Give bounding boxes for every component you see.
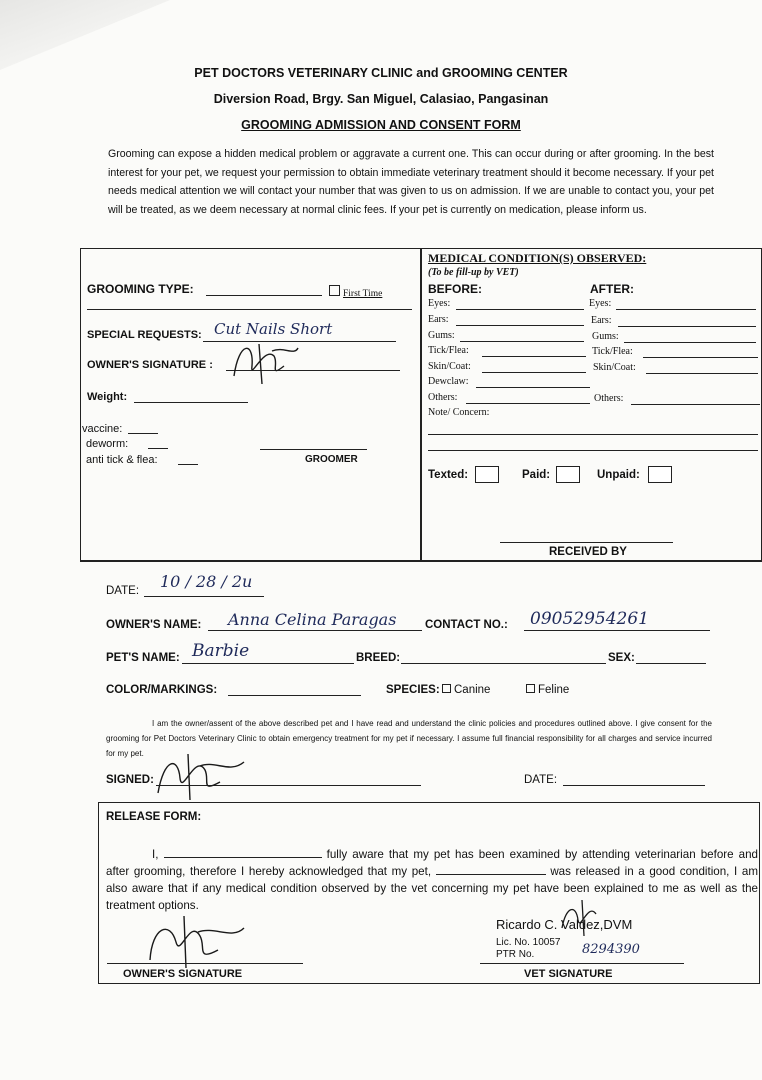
consent-text: I am the owner/assent of the above described pet and I have read and understand the clinic policies and procedures outlined above. I give consent for the grooming for Pet Doctors Veterinary Clinic to obtain emergency treatment for my pet if necessary. I assume full financial responsibility for all charges and service incurred for my pet. — [106, 719, 712, 758]
form-title: GROOMING ADMISSION AND CONSENT FORM — [241, 118, 521, 132]
date-value: 10 / 28 / 2u — [160, 572, 253, 591]
color-field[interactable] — [228, 695, 361, 696]
ptr-value: 8294390 — [582, 942, 640, 957]
medical-title: MEDICAL CONDITION(S) OBSERVED: — [428, 251, 647, 265]
signed-label: SIGNED: — [106, 774, 154, 786]
before-tick-flea: Tick/Flea: — [428, 345, 469, 356]
contact-label: CONTACT NO.: — [425, 619, 508, 631]
before-gums: Gums: — [428, 330, 455, 341]
vet-signature-caption: VET SIGNATURE — [524, 968, 613, 980]
vaccine-label: vaccine: — [82, 423, 123, 435]
medical-note: (To be fill-up by VET) — [428, 267, 519, 278]
breed-label: BREED: — [356, 652, 401, 664]
paid-label: Paid: — [522, 469, 551, 481]
owner-signature-line[interactable] — [107, 963, 303, 964]
first-time-checkbox[interactable]: First Time — [329, 285, 382, 299]
special-requests-label: SPECIAL REQUESTS: — [87, 329, 202, 341]
grooming-type-label: GROOMING TYPE: — [87, 282, 194, 296]
received-by-line[interactable] — [500, 542, 673, 543]
after-skin-coat: Skin/Coat: — [593, 362, 636, 373]
contact-field[interactable] — [524, 630, 710, 631]
received-by-label: RECEIVED BY — [549, 546, 627, 558]
owner-name-field[interactable] — [208, 630, 422, 631]
intro-paragraph: Grooming can expose a hidden medical problem or aggravate a current one. This can occur during or after grooming. In the best interest for your pet, we request your permission to obtain immediate veterinary treatment should it become necessary. If your pet needs medical attention we will contact your number that was given to us on admission. If we are unable to contact you, your pet will be treated, as we deem necessary at normal clinic fees. If your pet is currently on medication, please inform us. — [108, 148, 714, 216]
release-title: RELEASE FORM: — [106, 811, 202, 823]
pet-name-label: PET'S NAME: — [106, 652, 180, 664]
vet-license: Lic. No. 10057 — [496, 937, 561, 948]
unpaid-label: Unpaid: — [597, 469, 640, 481]
sex-label: SEX: — [608, 652, 635, 664]
owner-signature-label: OWNER'S SIGNATURE : — [87, 359, 213, 371]
dewclaw-label: Dewclaw: — [428, 376, 469, 387]
clinic-address: Diversion Road, Brgy. San Miguel, Calasiao, Pangasinan — [213, 92, 549, 106]
pet-name-value: Barbie — [192, 641, 250, 661]
weight-label: Weight: — [87, 391, 128, 403]
owner-name-value: Anna Celina Paragas — [228, 610, 397, 629]
breed-field[interactable] — [401, 663, 606, 664]
deworm-label: deworm: — [86, 438, 129, 450]
vet-name: Ricardo C. Valdez,DVM — [496, 917, 633, 932]
clinic-name: PET DOCTORS VETERINARY CLINIC and GROOMING CENTER — [194, 66, 568, 80]
owner-name-label: OWNER'S NAME: — [106, 619, 202, 631]
special-requests-value: Cut Nails Short — [214, 320, 333, 338]
vet-signature-scribble — [556, 898, 606, 938]
groomer-line[interactable] — [260, 449, 367, 450]
color-label: COLOR/MARKINGS: — [106, 684, 218, 696]
after-others: Others: — [594, 393, 624, 404]
pet-name-field[interactable] — [182, 663, 354, 664]
release-paragraph: I, fully aware that my pet has been examined by attending veterinarian before and after grooming, therefore I hereby acknowledged that my pet, was released in a good condition, I am also aware that if any medical condition observed by the vet concerning my pet have been explained to me as well as the treatment options. — [106, 848, 758, 912]
before-eyes: Eyes: — [428, 298, 451, 309]
signature-scribble-1 — [224, 336, 304, 386]
texted-checkbox[interactable] — [475, 466, 499, 483]
feline-option[interactable]: Feline — [526, 684, 569, 696]
before-ears: Ears: — [428, 314, 449, 325]
signature-scribble-3 — [140, 912, 250, 970]
owner-signature-caption: OWNER'S SIGNATURE — [123, 968, 243, 980]
date-label: DATE: — [106, 585, 140, 597]
after-heading: AFTER: — [590, 282, 634, 296]
weight-field[interactable] — [134, 402, 248, 403]
after-ears: Ears: — [591, 315, 612, 326]
after-gums: Gums: — [592, 331, 619, 342]
species-label: SPECIES: — [386, 684, 440, 696]
canine-option[interactable]: Canine — [442, 684, 490, 696]
before-skin-coat: Skin/Coat: — [428, 361, 471, 372]
paid-checkbox[interactable] — [556, 466, 580, 483]
after-tick-flea: Tick/Flea: — [592, 346, 633, 357]
contact-value: 09052954261 — [530, 609, 649, 629]
folded-corner — [0, 0, 170, 70]
sex-field[interactable] — [636, 663, 706, 664]
anti-tick-label: anti tick & flea: — [86, 454, 158, 466]
unpaid-checkbox[interactable] — [648, 466, 672, 483]
vet-signature-line[interactable] — [480, 963, 684, 964]
consent-date-label: DATE: — [524, 774, 558, 786]
after-eyes: Eyes: — [589, 298, 612, 309]
vet-ptr: PTR No. — [496, 949, 535, 960]
before-heading: BEFORE: — [428, 282, 482, 296]
consent-date-field[interactable] — [563, 785, 705, 786]
date-field[interactable] — [144, 596, 264, 597]
signature-scribble-2 — [150, 748, 250, 803]
groomer-label: GROOMER — [305, 454, 358, 465]
before-others: Others: — [428, 392, 458, 403]
note-concern-label: Note/ Concern: — [428, 407, 490, 418]
grooming-type-field[interactable] — [206, 295, 322, 296]
texted-label: Texted: — [428, 469, 469, 481]
